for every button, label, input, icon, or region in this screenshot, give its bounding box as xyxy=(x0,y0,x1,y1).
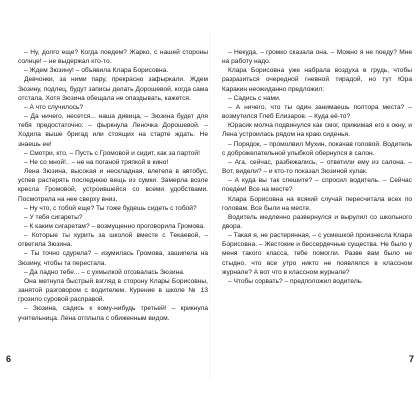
paragraph: – А ничего, что ты один занимаешь полтора места? – возмутился Глеб Елизаров. – Куда её-то? xyxy=(222,103,412,121)
paragraph: – К каким сигаретам? – возмущенно проговорила Громова. xyxy=(24,222,206,230)
paragraph: – Ага, сейчас, разбежались, – ответили ему из салона. – Вот, видели? – и кто-то показал Зюзиной кулак. xyxy=(222,158,412,176)
paragraph: – А что случилось? xyxy=(24,103,84,111)
paragraph: – Да ладно тебе... – с ухмылкой отозвалась Зюзина. xyxy=(24,268,185,276)
paragraph: – У тебя сигареты? xyxy=(24,213,83,221)
paragraph: Юрасик молча подвинулся как смог, прижимая его к окну, и Лена устроилась рядом на краю сиденья. xyxy=(222,122,412,139)
paragraph: Водитель медленно развернулся и вырулил со школьного двора. xyxy=(222,213,412,230)
gutter-shadow xyxy=(209,30,211,380)
left-page xyxy=(18,48,208,323)
page-number-left: 6 xyxy=(6,354,12,364)
paragraph: – Которые ты курить за школой вместе с Текаевой, – ответила Зюзина. xyxy=(18,232,208,249)
paragraph: – Ждем Зюзину! – объявила Клара Борисовна. xyxy=(24,67,169,75)
paragraph: – Смотри, кто, – Пусть с Громовой и сидит, как за партой! xyxy=(24,149,200,157)
paragraph: Девчонки, за ними пару, прекрасно зафыркали. Ждем Зюзину, подлец, будут записы делать Дорошевой, когда сама отстала. Хотя Зюзина обещала не опаздывать, кажется. xyxy=(18,76,208,102)
paragraph: – Порядок, – промолвил Мухин, покачав головой. Водитель с доброжелательной улыбкой обернулся в салон. xyxy=(222,140,412,157)
right-page xyxy=(222,48,412,286)
page-number-right: 7 xyxy=(408,354,414,364)
paragraph: Клара Борисовна уже набрала воздуха в грудь, чтобы разразиться очередной гневной тирадой, но тут Юра Каракин неожиданно предложил: xyxy=(222,67,412,93)
paragraph: – Чтобы сорвать? – предположил водитель. xyxy=(228,277,363,285)
paragraph: – Садись с нами. xyxy=(228,94,281,102)
paragraph: – Зюзина, садись к кому-нибудь третьей! – крикнула учительница. Лена отплыла с обиженным видом. xyxy=(18,305,208,322)
paragraph: – Некуда, – громко сказала она. – Можно я не поеду? Мне на работу надо. xyxy=(222,49,412,66)
paragraph: Она метнула быстрый взгляд в сторону Клары Борисовны, занятой разговором с водителем. Курение в школе № 13 грозило суровой расправой. xyxy=(18,277,208,304)
paragraph: – Ты точно сдурела? – изумилась Громова, зашипела на Зюзину, чтобы та перестала. xyxy=(18,250,208,267)
paragraph: – Да ничего, несется... наша дивица, – Зюзина будет для тебя предостаточно: – фыркнула Леночка Дорошевой. – Ходила выше бригад или стоящих на старте ждать. Не знаешь ее! xyxy=(18,113,208,148)
paragraph: – Не со мной!.. – не на поганой тряпкой в кино! xyxy=(24,158,169,166)
paragraph: Клара Борисовна на всякий случай пересчитала всех по головам. Все были на месте. xyxy=(222,195,412,212)
paragraph: – Ну, долго еще? Когда поедем? Жарко, с нашей стороны солнце! – не выдержал кто-то. xyxy=(18,49,208,66)
paragraph: – Такая я, не растерянная, – с усмешкой произнесла Клара Борисовна. – Жестокие и бессердечные существа. Не было у меня такого класса, тебе помогли. Разве вам было не стыдно, что все утро никто не появлялся в классном журнале? А вот что в классном журнале? xyxy=(222,232,412,276)
paragraph: Лена Зюзина, высокая и нескладная, влетела в автобус, успев растерять последнюю вещь из сумки. Замерла возле кресла Громовой, устроившейся со всеми удобствами. Посмотрела на нее сверху вниз. xyxy=(18,168,208,203)
paragraph: – А куда вы так спешите? – спросил водитель. – Сейчас поедем! Все на месте? xyxy=(222,177,412,194)
paragraph: – Ну что, с тобой еще? Ты тоже будешь сидеть с тобой? xyxy=(24,204,197,212)
